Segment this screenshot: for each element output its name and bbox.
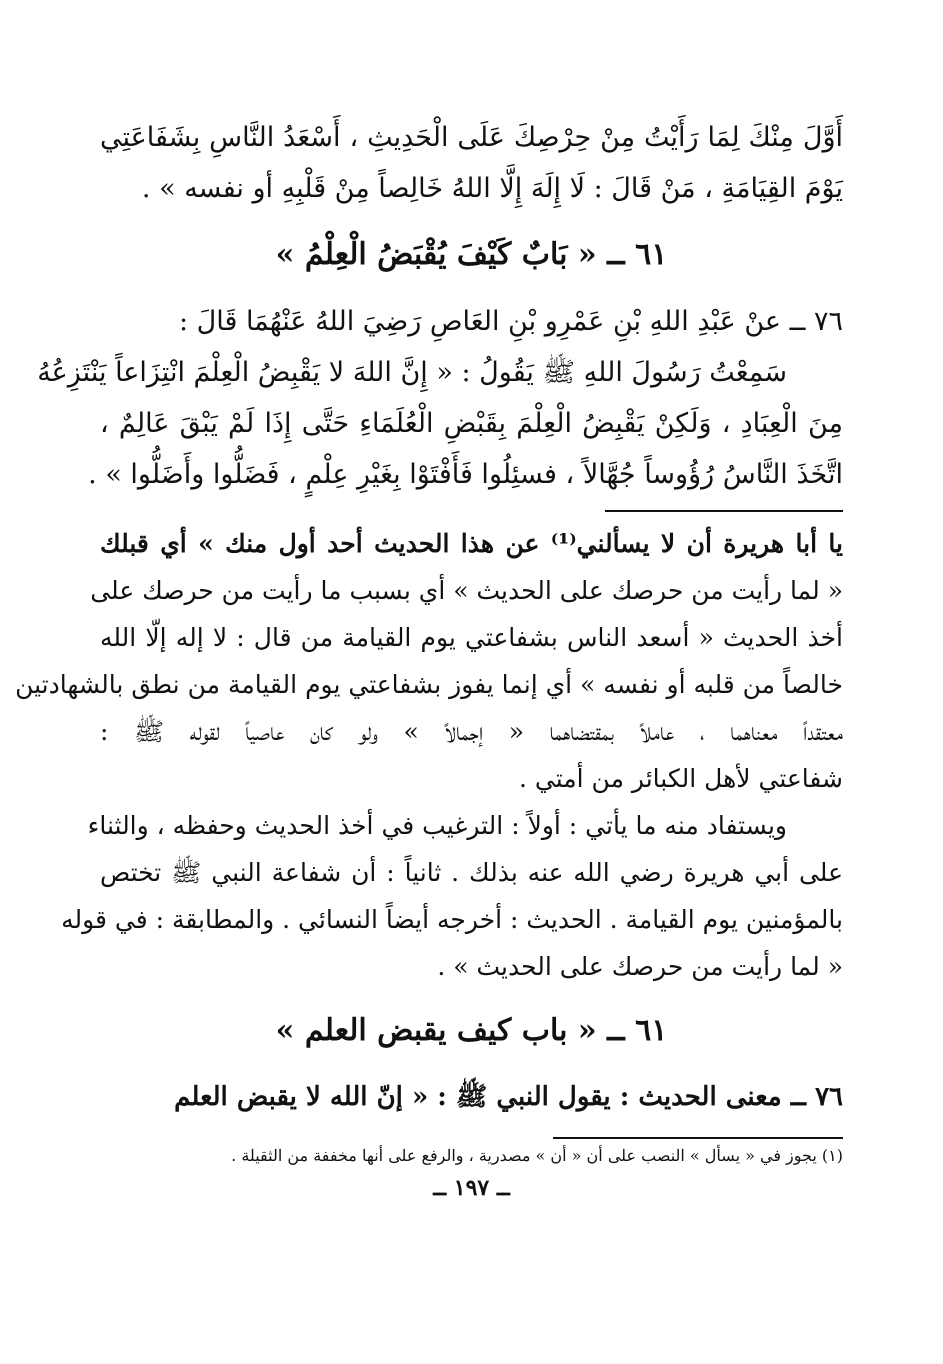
text-line: يَوْمَ القِيَامَةِ ، مَنْ قَالَ : لَا إِلَهَ إِلَّا اللهُ خَالِصاً مِنْ قَلْبِهِ أو نفسه » . (141, 173, 843, 204)
text-line: « لما رأيت من حرصك على الحديث » . (437, 952, 843, 981)
text-line: خالصاً من قلبه أو نفسه » أي إنما يفوز بشفاعتي يوم القيامة من نطق بالشهادتين (15, 670, 843, 699)
section-divider (605, 510, 843, 512)
footnote: (١) يجوز في « يسأل » النصب على أن « أن » مصدرية ، والرفع على أنها مخففة من الثقيلة . (231, 1146, 843, 1165)
text-line: يا أبا هريرة أن لا يسألني⁽¹⁾ عن هذا الحديث أحد أول منك » أي قبلك (100, 529, 844, 558)
text-line: شفاعتي لأهل الكبائر من أمتي . (519, 764, 843, 793)
hadith-text (37, 296, 843, 500)
text-line: ويستفاد منه ما يأتي : أولاً : الترغيب في أخذ الحديث وحفظه ، والثناء (87, 811, 787, 840)
text-line: أَوَّلَ مِنْكَ لِمَا رَأَيْتُ مِنْ حِرْصِكَ عَلَى الْحَدِيثِ ، أَسْعَدُ النَّاسِ بِشَفَاعَتِي (100, 122, 843, 153)
text-line: « لما رأيت من حرصك على الحديث » أي بسبب ما رأيت من حرصك على (90, 576, 843, 605)
meaning-line: ٧٦ ــ معنى الحديث : يقول النبي ﷺ : « إنّ الله لا يقبض العلم (174, 1082, 843, 1112)
footnote-divider (553, 1137, 843, 1139)
text-line: ٧٦ ــ عنْ عَبْدِ اللهِ بْنِ عَمْرِو بْنِ العَاصِ رَضِيَ اللهُ عَنْهُمَا قَالَ : (178, 306, 843, 337)
text-line: اتَّخَذَ النَّاسُ رُؤُوساً جُهَّالاً ، فسئِلُوا فَأَفْتَوْا بِغَيْرِ عِلْمٍ ، فَضَلُّوا وأَضَلُّوا » . (88, 459, 843, 490)
text-line: سَمِعْتُ رَسُولَ اللهِ ﷺ يَقُولُ : « إِنَّ اللهَ لا يَقْبِضُ الْعِلْمَ انْتِزَاعاً يَنْتَزِعُهُ (37, 357, 787, 388)
text-line: مِنَ الْعِبَادِ ، وَلَكِنْ يَقْبِضُ الْعِلْمَ بِقَبْضِ الْعُلَمَاءِ حَتَّى إِذَا لَمْ يَبْقَ عَالِمٌ ، (100, 408, 843, 439)
text-line: أخذ الحديث « أسعد الناس بشفاعتي يوم القيامة من قال : لا إله إلّا الله (100, 623, 843, 652)
chapter-heading: ٦١ ــ « بَابٌ كَيْفَ يُقْبَضُ الْعِلْمُ » (275, 237, 668, 272)
chapter-heading-commentary: ٦١ ــ « باب كيف يقبض العلم » (275, 1013, 668, 1048)
text-line: معتقداً معناهما ، عاملاً بمقتضاهما « إجمالاً » ولو كان عاصياً لقوله ﷺ : (100, 717, 843, 746)
hadith-continuation (100, 112, 843, 214)
text-line: على أبي هريرة رضي الله عنه بذلك . ثانياً : أن شفاعة النبي ﷺ تختص (100, 858, 843, 887)
page-number: ــ ١٩٧ ــ (433, 1175, 510, 1201)
text-line: بالمؤمنين يوم القيامة . الحديث : أخرجه أيضاً النسائي . والمطابقة : في قوله (61, 905, 843, 934)
commentary (15, 520, 844, 990)
